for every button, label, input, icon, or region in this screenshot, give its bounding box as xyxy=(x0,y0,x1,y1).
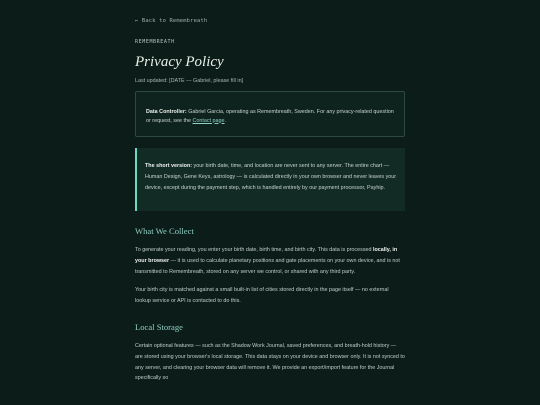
section-heading-what-we-collect: What We Collect xyxy=(135,226,194,236)
data-controller-tail: . xyxy=(224,117,227,124)
contact-page-link[interactable]: Contact page xyxy=(192,117,225,124)
section-heading-local-storage: Local Storage xyxy=(135,321,183,332)
collect-p1-text-b: — it is used to calculate planetary positions and gate placements on your own device, and is not transmitted to Remembreath, stored on any server we control, or shared with any third party. xyxy=(135,257,400,275)
collect-paragraph-1 xyxy=(135,245,405,277)
collect-p1-text-a: To generate your reading, you enter your birth date, birth time, and birth city. This data is processed xyxy=(135,247,374,253)
policy-page xyxy=(135,0,405,384)
page-title: Privacy Policy xyxy=(135,54,224,70)
short-version-callout xyxy=(135,148,405,211)
data-controller-box xyxy=(135,91,405,137)
collect-paragraph-2: Your birth city is matched against a small built-in list of cities stored directly in the page itself — no external lookup service or API is contacted to do this. xyxy=(135,287,389,305)
back-link[interactable]: ← Back to Remembreath xyxy=(135,18,208,24)
collect-p1-bold: locally, in your browser xyxy=(135,247,398,264)
last-updated: Last updated: [DATE — Gabriel, please fill in] xyxy=(135,78,244,84)
short-version-text: your birth date, time, and location are never sent to any server. The entire chart — Human Design, Gene Keys, astrology — is calculated directly in your own browser and never leaves your device, except during the payment step, which is handled entirely by our payment processor, Payhip. xyxy=(145,163,397,191)
storage-paragraph-1: Certain optional features — such as the Shadow Work Journal, saved preferences, and breath-hold history — are stored using your browser's local storage. This data stays on your device and browser only. It is not synced to any server, and clearing your browser data will remove it. We provide an export/import feature for the Journal specifically so xyxy=(135,342,405,382)
data-controller-text: Gabriel Garcia, operating as Remembreath, Sweden. For any privacy-related question or request, see the xyxy=(146,109,394,124)
data-controller-label: Data Controller: xyxy=(146,109,187,115)
brand-name: REMEMBREATH xyxy=(135,39,175,45)
short-version-label: The short version: xyxy=(145,163,193,169)
